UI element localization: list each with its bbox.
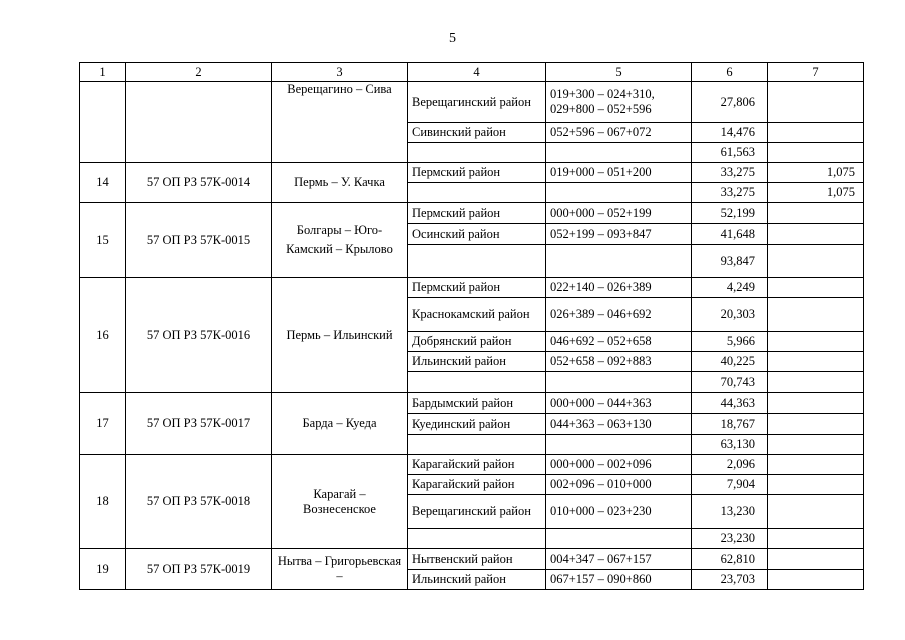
road-name: Карагай – Вознесенское [272, 455, 408, 549]
road-code: 57 ОП РЗ 57К-0015 [126, 203, 272, 278]
district [408, 435, 546, 455]
total-length: 63,130 [692, 435, 768, 455]
district: Пермский район [408, 203, 546, 224]
km-range: 000+000 – 044+363 [546, 393, 692, 414]
length: 62,810 [692, 549, 768, 570]
km-range: 004+347 – 067+157 [546, 549, 692, 570]
district: Нытвенский район [408, 549, 546, 570]
km-range [546, 143, 692, 163]
extra [768, 414, 864, 435]
district: Добрянский район [408, 332, 546, 352]
table-row [80, 393, 864, 414]
total-length: 70,743 [692, 372, 768, 393]
table-row [80, 455, 864, 475]
length: 4,249 [692, 278, 768, 298]
km-range: 067+157 – 090+860 [546, 570, 692, 590]
total-length: 33,275 [692, 183, 768, 203]
road-name: Нытва – Григорьевская – [272, 549, 408, 590]
row-number: 16 [80, 278, 126, 393]
extra [768, 570, 864, 590]
road-name: Верещагино – Сива [272, 82, 408, 163]
km-range: 022+140 – 026+389 [546, 278, 692, 298]
total-length: 93,847 [692, 245, 768, 278]
km-range [546, 529, 692, 549]
page-number: 5 [449, 31, 456, 46]
header-row [80, 63, 864, 82]
total-length: 61,563 [692, 143, 768, 163]
district: Осинский район [408, 224, 546, 245]
row-number: 18 [80, 455, 126, 549]
length: 23,703 [692, 570, 768, 590]
extra [768, 82, 864, 123]
row-number: 17 [80, 393, 126, 455]
district: Пермский район [408, 278, 546, 298]
km-range [546, 372, 692, 393]
extra [768, 332, 864, 352]
km-range: 002+096 – 010+000 [546, 475, 692, 495]
extra [768, 475, 864, 495]
extra [768, 203, 864, 224]
extra [768, 372, 864, 393]
km-range [546, 245, 692, 278]
district [408, 372, 546, 393]
header-cell: 4 [408, 63, 546, 82]
road-code: 57 ОП РЗ 57К-0018 [126, 455, 272, 549]
road-name: Пермь – Ильинский [272, 278, 408, 393]
header-cell: 1 [80, 63, 126, 82]
district: Пермский район [408, 163, 546, 183]
length: 5,966 [692, 332, 768, 352]
km-range: 019+000 – 051+200 [546, 163, 692, 183]
km-range: 044+363 – 063+130 [546, 414, 692, 435]
district: Карагайский район [408, 455, 546, 475]
district [408, 245, 546, 278]
length: 2,096 [692, 455, 768, 475]
km-range: 052+199 – 093+847 [546, 224, 692, 245]
km-range: 052+658 – 092+883 [546, 352, 692, 372]
extra [768, 352, 864, 372]
road-name: Барда – Куеда [272, 393, 408, 455]
extra [768, 143, 864, 163]
extra [768, 393, 864, 414]
header-cell: 2 [126, 63, 272, 82]
row-number: 15 [80, 203, 126, 278]
road-code: 57 ОП РЗ 57К-0016 [126, 278, 272, 393]
km-range [546, 435, 692, 455]
table-row [80, 203, 864, 224]
length: 33,275 [692, 163, 768, 183]
total-extra: 1,075 [768, 183, 864, 203]
length: 41,648 [692, 224, 768, 245]
row-number [80, 82, 126, 163]
table-row [80, 82, 864, 123]
km-range: 046+692 – 052+658 [546, 332, 692, 352]
km-range: 000+000 – 052+199 [546, 203, 692, 224]
header-cell: 5 [546, 63, 692, 82]
row-number: 14 [80, 163, 126, 203]
district: Бардымский район [408, 393, 546, 414]
district [408, 143, 546, 163]
extra [768, 435, 864, 455]
header-cell: 7 [768, 63, 864, 82]
extra: 1,075 [768, 163, 864, 183]
district: Карагайский район [408, 475, 546, 495]
extra [768, 224, 864, 245]
district: Ильинский район [408, 352, 546, 372]
road-code: 57 ОП РЗ 57К-0019 [126, 549, 272, 590]
district: Ильинский район [408, 570, 546, 590]
extra [768, 549, 864, 570]
road-name: Болгары – Юго-Камский – Крылово [272, 203, 408, 278]
length: 52,199 [692, 203, 768, 224]
extra [768, 529, 864, 549]
length: 7,904 [692, 475, 768, 495]
length: 18,767 [692, 414, 768, 435]
table-row [80, 163, 864, 183]
km-range [546, 183, 692, 203]
roads-table [79, 62, 864, 590]
extra [768, 298, 864, 332]
table-row [80, 549, 864, 570]
km-range: 019+300 – 024+310, 029+800 – 052+596 [546, 82, 692, 123]
header-cell: 3 [272, 63, 408, 82]
extra [768, 495, 864, 529]
district [408, 529, 546, 549]
extra [768, 123, 864, 143]
km-range: 010+000 – 023+230 [546, 495, 692, 529]
row-number: 19 [80, 549, 126, 590]
road-name: Пермь – У. Качка [272, 163, 408, 203]
district: Краснокамский район [408, 298, 546, 332]
header-cell: 6 [692, 63, 768, 82]
road-code: 57 ОП РЗ 57К-0017 [126, 393, 272, 455]
district: Сивинский район [408, 123, 546, 143]
km-range: 026+389 – 046+692 [546, 298, 692, 332]
extra [768, 245, 864, 278]
km-range: 052+596 – 067+072 [546, 123, 692, 143]
length: 27,806 [692, 82, 768, 123]
total-length: 23,230 [692, 529, 768, 549]
km-range: 000+000 – 002+096 [546, 455, 692, 475]
extra [768, 278, 864, 298]
district [408, 183, 546, 203]
extra [768, 455, 864, 475]
table-row [80, 278, 864, 298]
road-code: 57 ОП РЗ 57К-0014 [126, 163, 272, 203]
length: 44,363 [692, 393, 768, 414]
length: 40,225 [692, 352, 768, 372]
road-code [126, 82, 272, 163]
length: 14,476 [692, 123, 768, 143]
district: Верещагинский район [408, 495, 546, 529]
district: Верещагинский район [408, 82, 546, 123]
district: Куединский район [408, 414, 546, 435]
length: 13,230 [692, 495, 768, 529]
length: 20,303 [692, 298, 768, 332]
